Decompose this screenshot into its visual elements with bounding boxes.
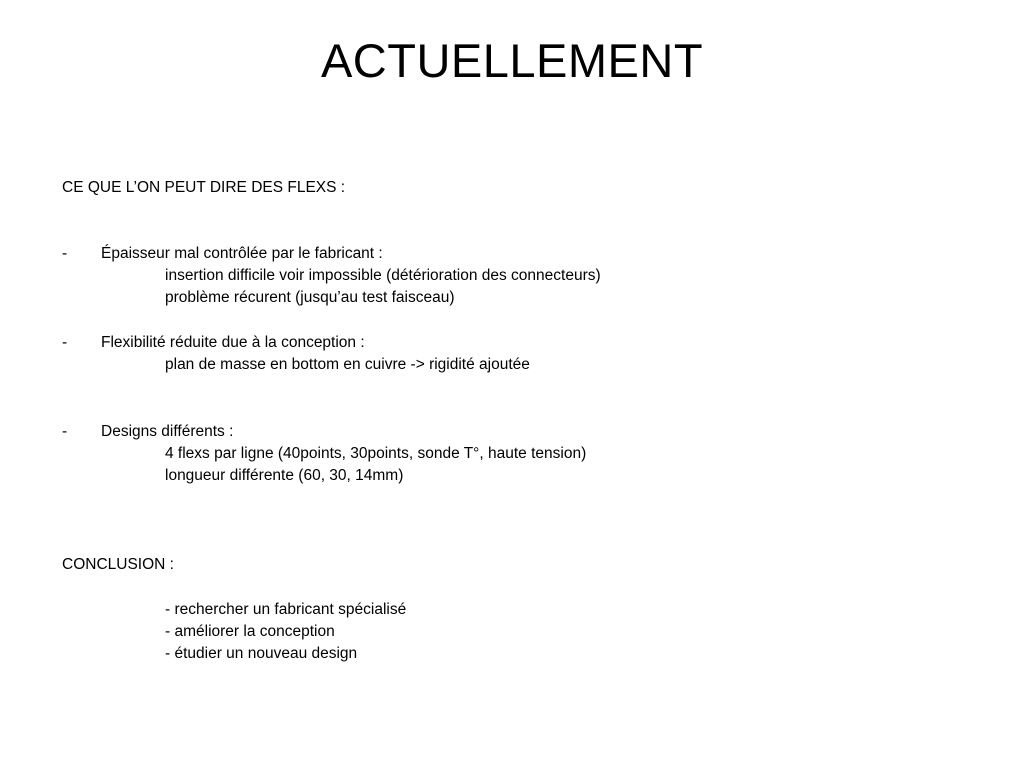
slide-title: ACTUELLEMENT <box>320 34 704 87</box>
bullet-label-epaisseur: Épaisseur mal contrôlée par le fabricant : <box>101 245 383 262</box>
bullet-marker: - <box>62 334 68 351</box>
bullet-detail: problème récurent (jusqu’au test faisceau) <box>165 289 455 306</box>
bullet-detail: longueur différente (60, 30, 14mm) <box>165 467 404 484</box>
bullet-detail: plan de masse en bottom en cuivre -> rigidité ajoutée <box>165 356 530 373</box>
intro-heading: CE QUE L’ON PEUT DIRE DES FLEXS : <box>62 179 346 196</box>
bullet-marker: - <box>62 245 68 262</box>
bullet-detail: insertion difficile voir impossible (détérioration des connecteurs) <box>165 267 601 284</box>
conclusion-item: - améliorer la conception <box>165 623 335 640</box>
conclusion-heading: CONCLUSION : <box>62 556 174 573</box>
conclusion-item: - rechercher un fabricant spécialisé <box>165 601 407 618</box>
bullet-label-flexibilite: Flexibilité réduite due à la conception : <box>101 334 365 351</box>
conclusion-item: - étudier un nouveau design <box>165 645 358 662</box>
bullet-marker: - <box>62 423 68 440</box>
bullet-label-designs: Designs différents : <box>101 423 234 440</box>
bullet-detail: 4 flexs par ligne (40points, 30points, sonde T°, haute tension) <box>165 445 587 462</box>
